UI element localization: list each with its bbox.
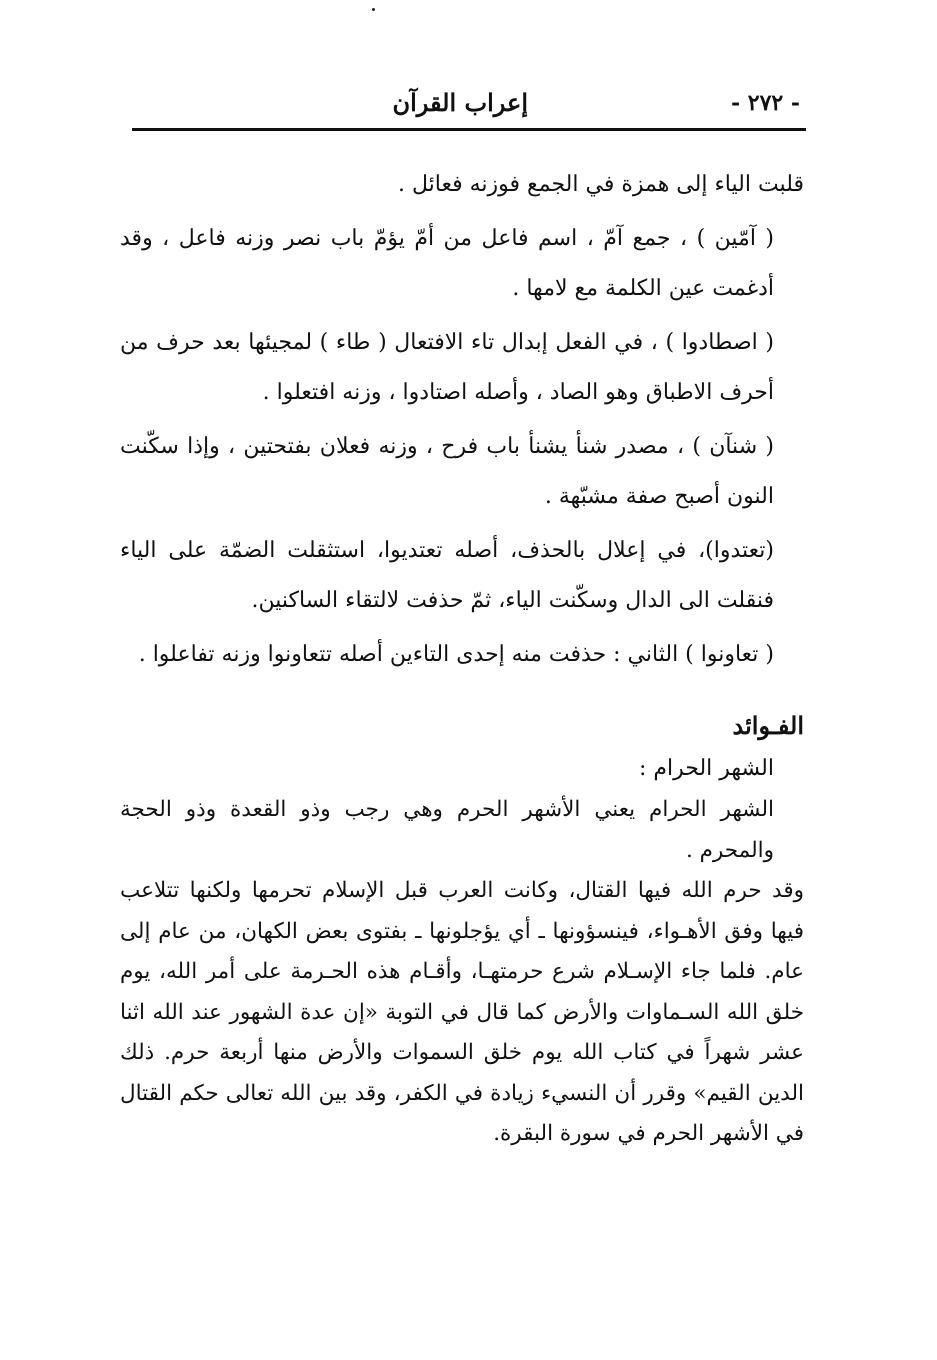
header-rule [132, 128, 806, 131]
paragraph: ( آمّين ) ، جمع آمّ ، اسم فاعل من أمّ يؤمّ باب نصر وزنه فاعل ، وقد أدغمت عين الكلمة مع لامها . [120, 226, 774, 301]
paragraph: ( تعاونوا ) الثاني : حذفت منه إحدى التاءين أصله تتعاونوا وزنه تفاعلوا . [138, 642, 774, 667]
paragraph: ( شنآن ) ، مصدر شنأ يشنأ باب فرح ، وزنه فعلان بفتحتين ، وإذا سكّنت النون أصبح صفة مشبّهة . [120, 434, 774, 509]
section-title: الفـوائد [732, 711, 804, 740]
page-number: - ٢٧٢ - [730, 90, 800, 116]
book-title: إعراب القرآن [392, 88, 528, 117]
scan-dot [372, 8, 375, 11]
section-subheading: الشهر الحرام : [638, 756, 774, 781]
page-header [132, 84, 800, 122]
page-content [120, 160, 804, 1155]
paragraph: قلبت الياء إلى همزة في الجمع فوزنه فعائل . [398, 172, 804, 197]
section-first-line: الشهر الحرام يعني الأشهر الحرم وهي رجب وذو القعدة وذو الحجة والمحرم . [120, 797, 774, 863]
paragraph: (تعتدوا)، في إعلال بالحذف، أصله تعتديوا، استثقلت الضمّة على الياء فنقلت الى الدال وسكّنت الياء، ثمّ حذفت لالتقاء الساكنين. [120, 538, 774, 613]
paragraph: ( اصطادوا ) ، في الفعل إبدال تاء الافتعال ( طاء ) لمجيئها بعد حرف من أحرف الاطباق وهو الصاد ، وأصله اصتادوا ، وزنه افتعلوا . [120, 330, 774, 405]
section-body: وقد حرم الله فيها القتال، وكانت العرب قبل الإسلام تحرمها ولكنها تتلاعب فيها وفق الأهـواء، فينسؤونها ـ أي يؤجلونها ـ بفتوى بعض الكهان، من عام إلى عام. فلما جاء الإسـلام شرع حرمتهـا، وأقـام هذه الحـرمة على أمر الله، يوم خلق الله السـماوات والأرض كما قال في التوبة «إن عدة الشهور عند الله اثنا عشر شهراً في كتاب الله يوم خلق السموات والأرض منها أربعة حرم. ذلك الدين القيم» وقرر أن النسيء زيادة في الكفر، وقد بين الله تعالى حكم القتال في الأشهر الحرم في سورة البقرة. [120, 878, 804, 1146]
